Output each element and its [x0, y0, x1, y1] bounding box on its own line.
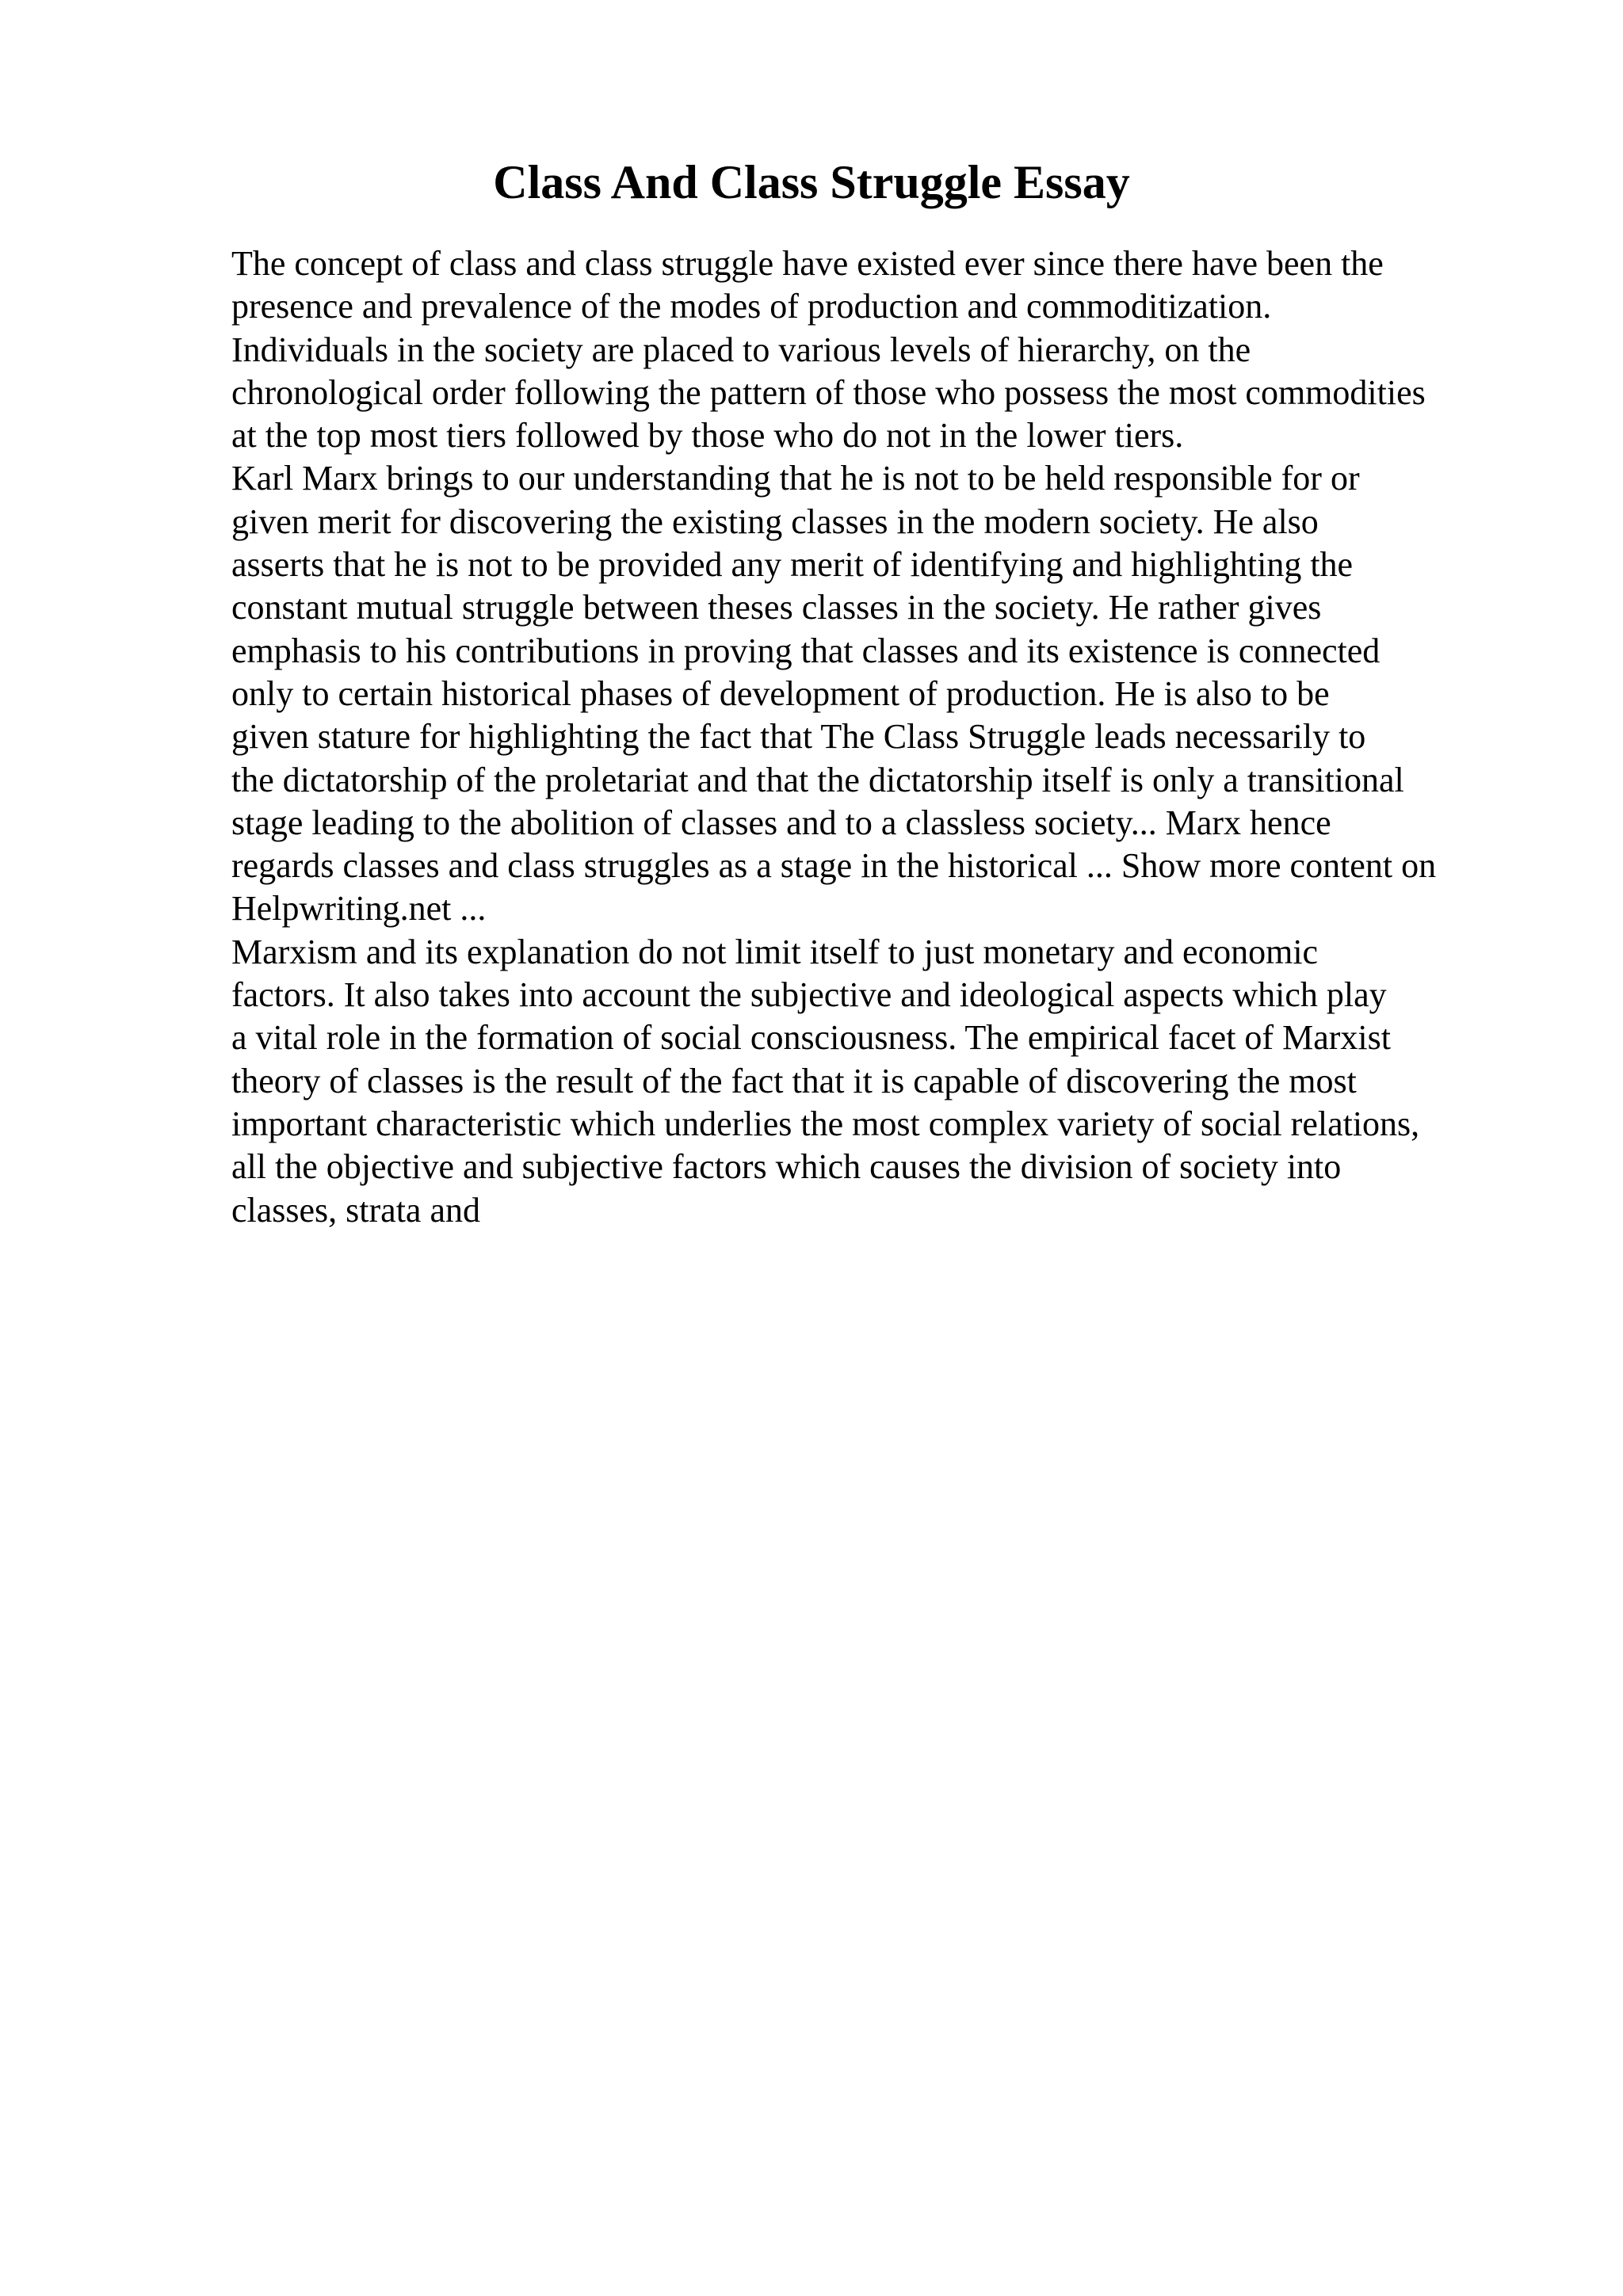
body-line: Karl Marx brings to our understanding that he is not to be held responsible for or — [231, 459, 1360, 498]
document-body — [231, 242, 1594, 1232]
document-title: Class And Class Struggle Essay — [493, 156, 1130, 208]
body-line: emphasis to his contributions in proving that classes and its existence is connected — [231, 631, 1381, 670]
body-line: important characteristic which underlies the most complex variety of social relations, — [231, 1104, 1420, 1143]
body-line: all the objective and subjective factors which causes the division of society into — [231, 1147, 1342, 1187]
body-line: classes, strata and — [231, 1190, 480, 1230]
body-line: at the top most tiers followed by those who do not in the lower tiers. — [231, 416, 1184, 456]
body-line: chronological order following the pattern of those who possess the most commodities — [231, 372, 1426, 412]
body-line: regards classes and class struggles as a stage in the historical ... Show more content on — [231, 846, 1437, 886]
body-line: the dictatorship of the proletariat and that the dictatorship itself is only a transitional — [231, 760, 1404, 799]
body-line: Helpwriting.net ... — [231, 889, 487, 929]
body-line: given merit for discovering the existing classes in the modern society. He also — [231, 502, 1319, 541]
body-line: The concept of class and class struggle have existed ever since there have been the — [231, 244, 1384, 283]
body-line: given stature for highlighting the fact that The Class Struggle leads necessarily to — [231, 717, 1366, 757]
body-line: Individuals in the society are placed to various levels of hierarchy, on the — [231, 330, 1251, 369]
body-line: stage leading to the abolition of classes and to a classless society... Marx hence — [231, 803, 1331, 842]
body-line: asserts that he is not to be provided any merit of identifying and highlighting the — [231, 545, 1354, 585]
body-line: constant mutual struggle between theses classes in the society. He rather gives — [231, 588, 1322, 627]
body-line: only to certain historical phases of development of production. He is also to be — [231, 673, 1330, 713]
body-line: a vital role in the formation of social consciousness. The empirical facet of Marxist — [231, 1018, 1391, 1058]
body-line: presence and prevalence of the modes of production and commoditization. — [231, 287, 1272, 326]
body-line: theory of classes is the result of the fact that it is capable of discovering the most — [231, 1061, 1357, 1100]
body-line: factors. It also takes into account the subjective and ideological aspects which play — [231, 975, 1387, 1015]
body-line: Marxism and its explanation do not limit itself to just monetary and economic — [231, 932, 1319, 971]
